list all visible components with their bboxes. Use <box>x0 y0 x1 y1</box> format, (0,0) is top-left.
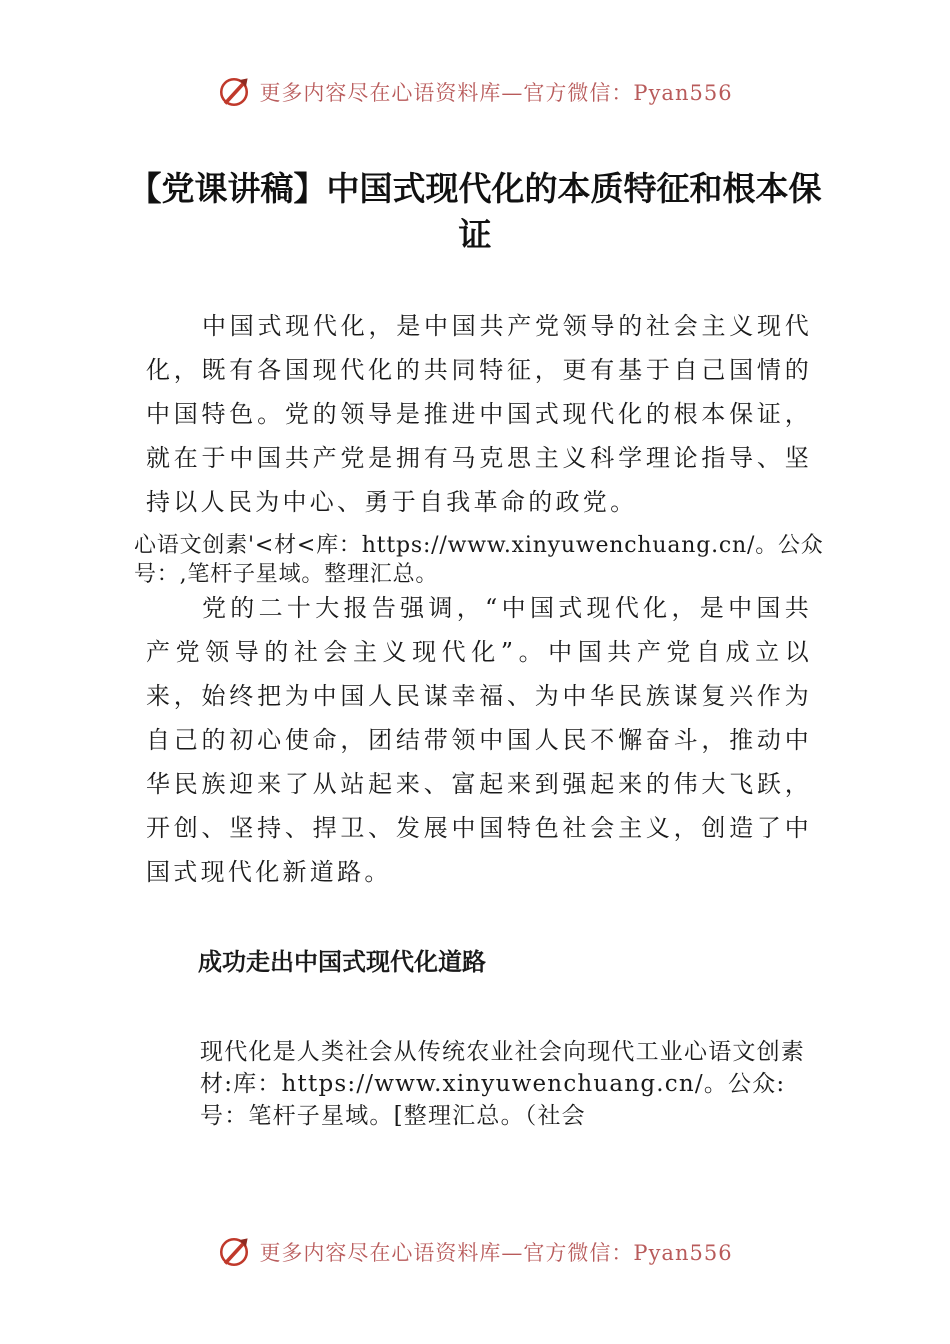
header-banner <box>0 70 950 114</box>
footer-banner-text: 更多内容尽在心语资料库—官方微信：Pyan556 <box>259 1241 733 1265</box>
paragraph-2: 党的二十大报告强调，“中国式现代化，是中国共产党领导的社会主义现代化”。中国共产党自成立以来，始终把为中国人民谋幸福、为中华民族谋复兴作为自己的初心使命，团结带领中国人民不懈奋斗，推动中华民族迎来了从站起来、富起来到强起来的伟大飞跃，开创、坚持、捍卫、发展中国特色社会主义，创造了中国式现代化新道路。 <box>146 594 812 886</box>
header-banner-text: 更多内容尽在心语资料库—官方微信：Pyan556 <box>259 81 733 105</box>
section-heading: 成功走出中国式现代化道路 <box>198 948 486 976</box>
pen-nib-logo-icon <box>217 1235 251 1269</box>
paragraph-1: 中国式现代化，是中国共产党领导的社会主义现代化，既有各国现代化的共同特征，更有基于自己国情的中国特色。党的领导是推进中国式现代化的根本保证，就在于中国共产党是拥有马克思主义科学理论指导、坚持以人民为中心、勇于自我革命的政党。 <box>146 312 812 516</box>
paragraph-3: 现代化是人类社会从传统农业社会向现代工业心语文创素材:库：https://www.xinyuwenchuang.cn/。公众:号：笔杆子星域。[整理汇总。（社会 <box>200 1039 805 1129</box>
pen-nib-logo-icon <box>217 75 251 109</box>
document-title: 【党课讲稿】中国式现代化的本质特征和根本保证 <box>128 169 822 254</box>
watermark-line: 心语文创素'<材<库：https://www.xinyuwenchuang.cn/。公众号：,笔杆子星域。整理汇总。 <box>134 533 824 587</box>
footer-banner <box>0 1230 950 1274</box>
